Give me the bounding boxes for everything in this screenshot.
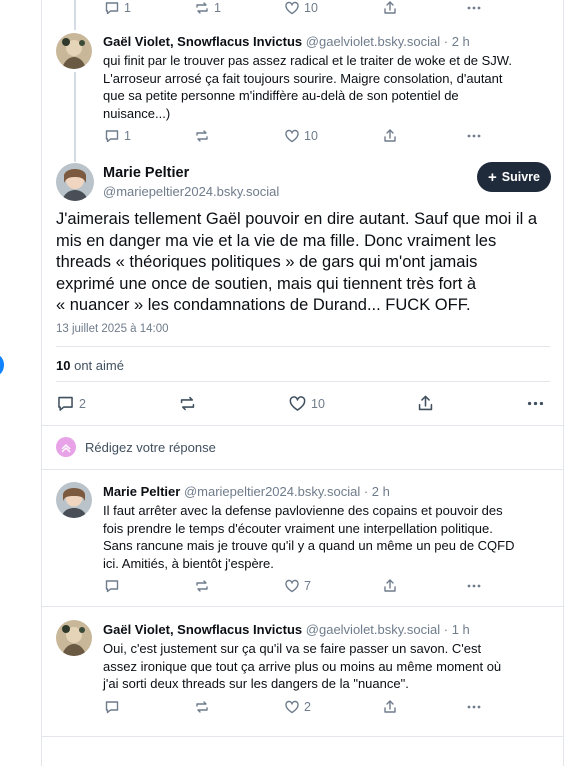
reply-count: 1 bbox=[124, 129, 131, 143]
reply-count: 1 bbox=[124, 1, 131, 15]
post-header bbox=[103, 34, 470, 49]
post-text: Il faut arrêter avec la defense pavlovienne des copains et pouvoir des fois prendre le temps d'écouter vraiment une interpellation politique. Sans rancune mais je trouve qu'il y a quand un même un peu de CQFD ici. Amitiés, à bientôt j'espère. bbox=[103, 503, 515, 571]
heart-icon bbox=[288, 394, 307, 413]
post-header bbox=[103, 484, 390, 499]
post-actions bbox=[104, 128, 544, 146]
heart-icon bbox=[284, 0, 300, 16]
reply-button[interactable] bbox=[104, 699, 120, 715]
repost-icon bbox=[194, 128, 210, 144]
divider bbox=[42, 606, 563, 607]
divider bbox=[42, 736, 563, 737]
post-time[interactable]: · 2 h bbox=[363, 484, 390, 499]
comment-icon bbox=[104, 699, 120, 715]
reply-count: 2 bbox=[79, 396, 86, 411]
more-button[interactable] bbox=[466, 699, 482, 715]
reply-button[interactable] bbox=[104, 578, 120, 594]
prev-post-actions bbox=[104, 0, 544, 18]
share-button[interactable] bbox=[382, 699, 398, 715]
author-handle[interactable]: @gaelviolet.bsky.social bbox=[305, 34, 441, 49]
comment-icon bbox=[104, 128, 120, 144]
more-icon bbox=[466, 128, 482, 144]
like-count: 10 bbox=[304, 129, 318, 143]
side-indicator bbox=[0, 354, 4, 376]
share-button[interactable] bbox=[382, 128, 398, 144]
divider bbox=[56, 346, 550, 347]
like-count: 2 bbox=[304, 700, 311, 714]
like-count: 7 bbox=[304, 579, 311, 593]
likes-summary[interactable] bbox=[56, 358, 124, 373]
repost-button[interactable] bbox=[194, 0, 221, 16]
like-button[interactable] bbox=[288, 394, 325, 413]
plus-icon: + bbox=[488, 168, 497, 186]
share-button[interactable] bbox=[416, 394, 435, 413]
share-icon bbox=[382, 0, 398, 16]
post-text: J'aimerais tellement Gaël pouvoir en dire autant. Sauf que moi il a mis en danger ma vie et la vie de ma fille. Donc vraiment les threads « théoriques politiques » de gars qui m'ont jamais exprimé une once de soutien, mais qui tiennent très fort à « nuancer » les condamnations de Durand... FUCK OFF. bbox=[56, 210, 537, 314]
repost-icon bbox=[178, 394, 197, 413]
more-icon bbox=[466, 578, 482, 594]
repost-icon bbox=[194, 699, 210, 715]
share-icon bbox=[382, 578, 398, 594]
repost-button[interactable] bbox=[194, 699, 210, 715]
repost-button[interactable] bbox=[194, 578, 210, 594]
likes-label: ont aimé bbox=[74, 358, 124, 373]
more-button[interactable] bbox=[466, 128, 482, 144]
main-post-actions bbox=[56, 394, 550, 412]
share-button[interactable] bbox=[382, 0, 398, 16]
thread-column bbox=[41, 0, 564, 766]
follow-label: Suivre bbox=[501, 170, 540, 184]
thread-line bbox=[74, 0, 76, 30]
reply-button[interactable] bbox=[104, 0, 131, 16]
author-handle[interactable]: @mariepeltier2024.bsky.social bbox=[103, 184, 280, 199]
more-icon bbox=[466, 699, 482, 715]
share-icon bbox=[382, 699, 398, 715]
post-text: Oui, c'est justement sur ça qu'il va se faire passer un savon. C'est assez ironique que tout ça arrive plus ou moins au même moment où j'ai sorti deux threads sur les dangers de la "nuance". bbox=[103, 641, 502, 691]
repost-icon bbox=[194, 578, 210, 594]
avatar[interactable] bbox=[56, 482, 92, 518]
reply-placeholder: Rédigez votre réponse bbox=[85, 439, 216, 455]
author-handle[interactable]: @gaelviolet.bsky.social bbox=[305, 622, 441, 637]
author-name[interactable]: Marie Peltier bbox=[103, 165, 190, 181]
post-actions bbox=[104, 578, 544, 596]
more-button[interactable] bbox=[526, 394, 545, 413]
reply-button[interactable] bbox=[104, 128, 131, 144]
comment-icon bbox=[56, 394, 75, 413]
like-button[interactable] bbox=[284, 0, 318, 16]
more-button[interactable] bbox=[466, 0, 482, 16]
thread-line bbox=[74, 72, 76, 162]
comment-icon bbox=[104, 0, 120, 16]
more-button[interactable] bbox=[466, 578, 482, 594]
post-time[interactable]: · 1 h bbox=[443, 622, 470, 637]
heart-icon bbox=[284, 128, 300, 144]
avatar[interactable] bbox=[56, 163, 94, 201]
user-avatar-icon bbox=[56, 437, 76, 457]
reply-button[interactable] bbox=[56, 394, 86, 413]
post-date[interactable]: 13 juillet 2025 à 14:00 bbox=[56, 323, 169, 335]
author-name[interactable]: Gaël Violet, Snowflacus Invictus bbox=[103, 34, 303, 49]
author-handle[interactable]: @mariepeltier2024.bsky.social bbox=[183, 484, 361, 499]
divider bbox=[42, 469, 563, 470]
divider bbox=[42, 425, 563, 426]
more-icon bbox=[466, 0, 482, 16]
comment-icon bbox=[104, 578, 120, 594]
share-icon bbox=[382, 128, 398, 144]
share-icon bbox=[416, 394, 435, 413]
more-icon bbox=[526, 394, 545, 413]
post-actions bbox=[104, 699, 544, 717]
like-button[interactable] bbox=[284, 578, 311, 594]
repost-button[interactable] bbox=[178, 394, 197, 413]
repost-button[interactable] bbox=[194, 128, 210, 144]
share-button[interactable] bbox=[382, 578, 398, 594]
heart-icon bbox=[284, 578, 300, 594]
author-name[interactable]: Gaël Violet, Snowflacus Invictus bbox=[103, 622, 303, 637]
like-count: 10 bbox=[304, 1, 318, 15]
post-header bbox=[103, 622, 470, 637]
like-count: 10 bbox=[311, 396, 325, 411]
follow-button[interactable] bbox=[477, 162, 551, 192]
reply-prompt[interactable] bbox=[56, 437, 216, 457]
post-text: qui finit par le trouver pas assez radical et le traiter de woke et de SJW. L'arroseur arrosé ça fait toujours sourire. Maigre consolation, d'autant que sa petite personne m'indiffère au-delà de son potentiel de nuisance...) bbox=[103, 53, 512, 121]
likes-count: 10 bbox=[56, 358, 71, 373]
avatar[interactable] bbox=[56, 620, 92, 656]
like-button[interactable] bbox=[284, 128, 318, 144]
author-name[interactable]: Marie Peltier bbox=[103, 484, 181, 499]
like-button[interactable] bbox=[284, 699, 311, 715]
heart-icon bbox=[284, 699, 300, 715]
repost-count: 1 bbox=[214, 1, 221, 15]
divider bbox=[56, 381, 550, 382]
avatar[interactable] bbox=[56, 33, 92, 69]
post-time[interactable]: · 2 h bbox=[443, 34, 470, 49]
repost-icon bbox=[194, 0, 210, 16]
